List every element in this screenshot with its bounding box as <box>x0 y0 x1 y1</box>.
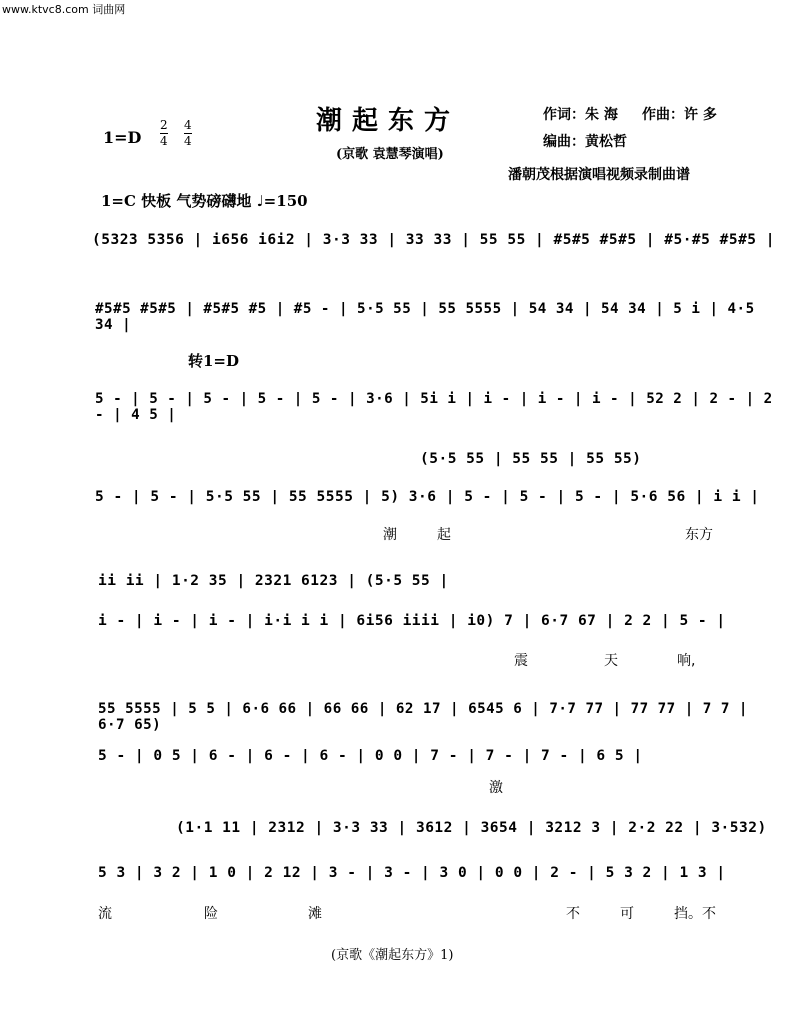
lyricist-credit: 作词：朱 海 <box>543 107 618 123</box>
notation-row-accompaniment: (1·1 11 | 2312 | 3·3 33 | 3612 | 3654 | 3212 3 | 2·2 22 | 3·532) <box>176 820 767 836</box>
lyric-syllable: 响, <box>677 653 696 669</box>
notation-row: i - | i - | i - | i·i i i | 6i56 iiii | i0) 7 | 6·7 67 | 2 2 | 5 - | <box>98 613 726 629</box>
notation-row: 5 - | 5 - | 5·5 55 | 55 5555 | 5) 3·6 | 5 - | 5 - | 5 - | 5·6 56 | i i | <box>95 489 760 505</box>
time-signature-4-4 <box>184 118 192 149</box>
time-signature-denominator: 4 <box>160 134 168 148</box>
time-signature-numerator: 2 <box>160 118 168 132</box>
notation-row-accompaniment: ii ii | 1·2 35 | 2321 6123 | (5·5 55 | <box>98 573 449 589</box>
lyric-syllable: 滩 <box>308 906 322 922</box>
lyric-syllable: 可 <box>620 906 634 922</box>
notation-row: (5323 5356 | i656 i6i2 | 3·3 33 | 33 33 | 55 55 | #5#5 #5#5 | #5·#5 #5#5 | <box>92 232 776 248</box>
lyric-syllable: 东方 <box>685 527 713 543</box>
lyric-syllable: 流 <box>98 906 112 922</box>
key-change-marking: 转1=D <box>188 352 240 370</box>
time-signature-numerator: 4 <box>184 118 192 132</box>
notation-row-accompaniment: 55 5555 | 5 5 | 6·6 66 | 66 66 | 62 17 | 6545 6 | 7·7 77 | 77 77 | 7 7 | 6·7 65) <box>98 701 748 733</box>
transcriber-credit: 潘朝茂根据演唱视频录制曲谱 <box>508 167 690 183</box>
notation-row: 5 - | 0 5 | 6 - | 6 - | 6 - | 0 0 | 7 - | 7 - | 7 - | 6 5 | <box>98 748 643 764</box>
time-signature-2-4 <box>160 118 168 149</box>
song-title: 潮起东方 <box>316 106 461 136</box>
lyric-syllable: 不 <box>566 906 580 922</box>
lyric-syllable: 险 <box>204 906 218 922</box>
lyric-syllable: 挡。不 <box>674 906 716 922</box>
site-label: www.ktvc8.com 词曲网 <box>2 3 126 16</box>
key-signature: 1=D <box>103 128 142 147</box>
page-footer: (京歌《潮起东方》1) <box>331 948 454 963</box>
notation-row: #5#5 #5#5 | #5#5 #5 | #5 - | 5·5 55 | 55 5555 | 54 34 | 54 34 | 5 i | 4·5 34 | <box>95 301 755 333</box>
notation-row-accompaniment: (5·5 55 | 55 55 | 55 55) <box>420 451 642 467</box>
lyric-syllable: 激 <box>489 780 503 796</box>
composer-credit: 作曲：许 多 <box>642 107 717 123</box>
lyric-syllable: 天 <box>604 653 618 669</box>
arranger-credit: 编曲：黄松哲 <box>543 134 627 150</box>
song-subtitle: (京歌 袁慧琴演唱) <box>336 147 444 162</box>
tempo-marking: 1=C 快板 气势磅礴地 ♩=150 <box>101 192 308 210</box>
notation-row: 5 - | 5 - | 5 - | 5 - | 5 - | 3·6 | 5i i | i - | i - | i - | 52 2 | 2 - | 2 - | 4 5 | <box>95 391 773 423</box>
lyric-syllable: 潮 <box>383 527 397 543</box>
time-signature-denominator: 4 <box>184 134 192 148</box>
lyric-syllable: 震 <box>514 653 528 669</box>
notation-row: 5 3 | 3 2 | 1 0 | 2 12 | 3 - | 3 - | 3 0 | 0 0 | 2 - | 5 3 2 | 1 3 | <box>98 865 726 881</box>
lyric-syllable: 起 <box>437 527 451 543</box>
